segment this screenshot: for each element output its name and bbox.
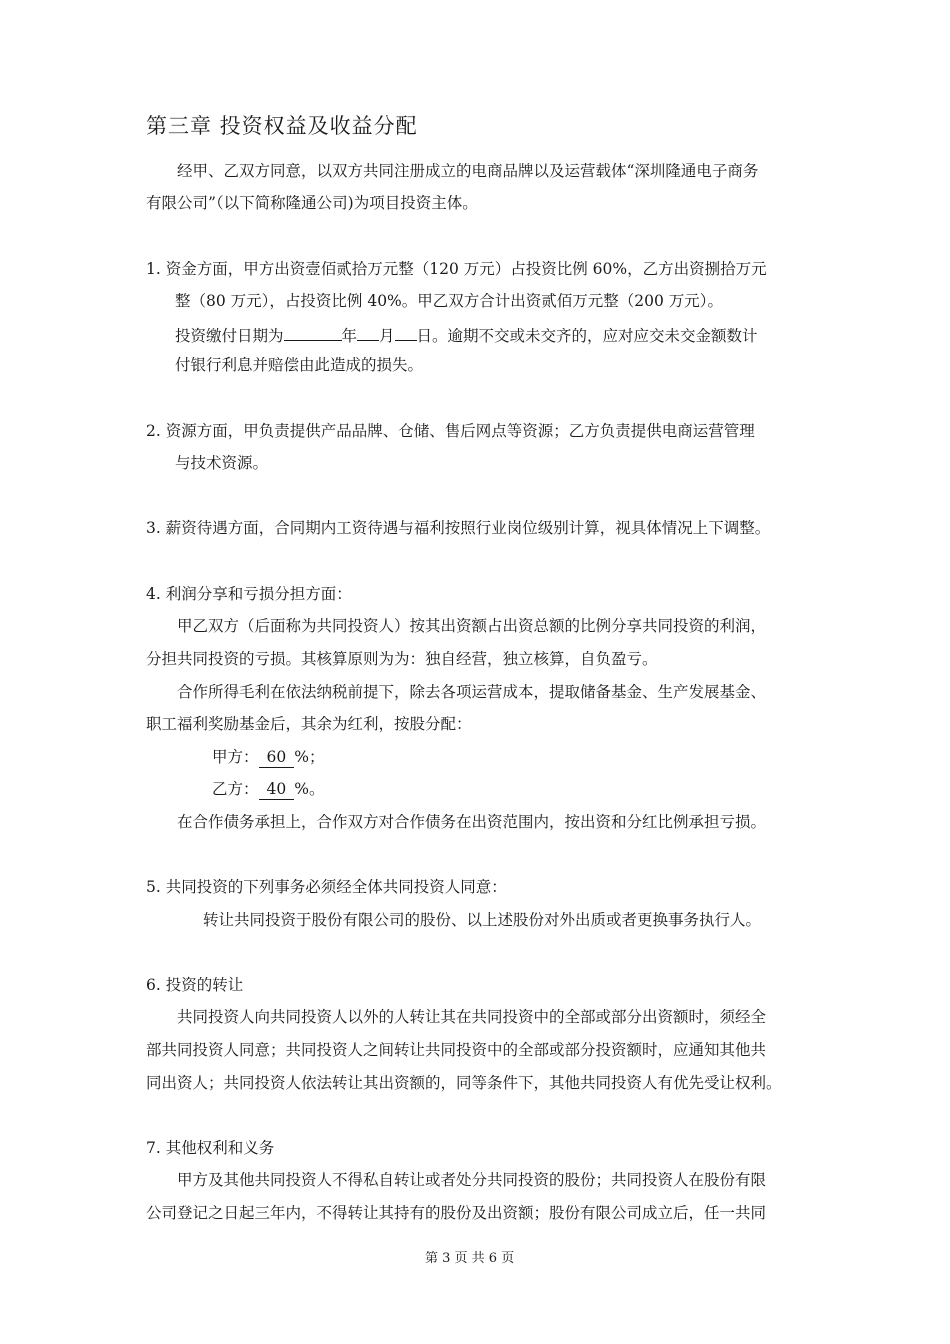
page-number-footer: 第 3 页 共 6 页	[425, 1251, 515, 1266]
party-b-share	[212, 778, 324, 800]
item6-line-3: 同出资人；共同投资人依法转让其出资额的，同等条件下，其他共同投资人有优先受让权利。	[146, 1074, 782, 1092]
item6-line-2: 部共同投资人同意；共同投资人之间转让共同投资中的全部或部分投资额时，应通知其他共	[146, 1041, 767, 1059]
item6-line-1: 共同投资人向共同投资人以外的人转让其在共同投资中的全部或部分出资额时，须经全	[177, 1008, 767, 1026]
party-a-label: 甲方：	[212, 748, 259, 766]
intro-line-2: 有限公司”（以下简称隆通公司)为项目投资主体。	[146, 194, 478, 212]
month-label: 月	[379, 327, 395, 345]
party-b-label: 乙方：	[212, 780, 259, 798]
party-a-unit: %；	[294, 748, 325, 766]
item6-heading: 6. 投资的转让	[146, 976, 244, 994]
party-b-value: 40	[259, 779, 295, 800]
item4-p2-line-2: 职工福利奖励基金后，其余为红利，按股分配：	[146, 715, 472, 733]
item1-line-3	[175, 322, 758, 347]
month-blank[interactable]	[357, 322, 379, 341]
item1-line-4: 付银行利息并赔偿由此造成的损失。	[175, 356, 424, 374]
party-b-unit: %。	[294, 780, 325, 798]
year-blank[interactable]	[284, 322, 342, 341]
item5-body: 转让共同投资于股份有限公司的股份、以上述股份对外出质或者更换事务执行人。	[203, 911, 762, 929]
item4-p1-line-1: 甲乙双方（后面称为共同投资人）按其出资额占出资总额的比例分享共同投资的利润，	[177, 617, 767, 635]
payment-date-label: 投资缴付日期为	[175, 327, 284, 345]
item4-p3: 在合作债务承担上，合作双方对合作债务在出资范围内，按出资和分红比例承担亏损。	[177, 813, 767, 831]
item2-line-1: 2. 资源方面，甲负责提供产品品牌、仓储、售后网点等资源；乙方负责提供电商运营管理	[146, 422, 755, 440]
party-a-share	[212, 746, 324, 768]
item3-line-1: 3. 薪资待遇方面，合同期内工资待遇与福利按照行业岗位级别计算，视具体情况上下调整。	[146, 519, 771, 537]
item7-heading: 7. 其他权利和义务	[146, 1139, 275, 1157]
item2-line-2: 与技术资源。	[175, 454, 269, 472]
item4-p1-line-2: 分担共同投资的亏损。其核算原则为为：独自经营，独立核算，自负盈亏。	[146, 650, 658, 668]
item7-line-1: 甲方及其他共同投资人不得私自转让或者处分共同投资的股份；共同投资人在股份有限	[177, 1171, 767, 1189]
party-a-value: 60	[259, 747, 295, 768]
item4-p2-line-1: 合作所得毛利在依法纳税前提下，除去各项运营成本，提取储备基金、生产发展基金、	[177, 683, 767, 701]
item4-heading: 4. 利润分享和亏损分担方面：	[146, 585, 352, 603]
year-label: 年	[341, 327, 358, 345]
chapter-title: 第三章 投资权益及收益分配	[146, 114, 418, 138]
item7-line-2: 公司登记之日起三年内，不得转让其持有的股份及出资额；股份有限公司成立后，任一共同	[146, 1204, 767, 1222]
item1-line-2: 整（80 万元），占投资比例 40%。甲乙双方合计出资贰佰万元整（200 万元）。	[175, 292, 724, 310]
day-blank[interactable]	[395, 322, 417, 341]
payment-date-suffix: 日。逾期不交或未交齐的，应对应交未交金额数计	[416, 327, 758, 345]
item1-line-1: 1. 资金方面，甲方出资壹佰贰拾万元整（120 万元）占投资比例 60%，乙方出资捌拾万元	[146, 260, 767, 278]
intro-line-1: 经甲、乙双方同意，以双方共同注册成立的电商品牌以及运营载体“深圳隆通电子商务	[177, 162, 759, 180]
item5-heading: 5. 共同投资的下列事务必须经全体共同投资人同意：	[146, 878, 507, 896]
